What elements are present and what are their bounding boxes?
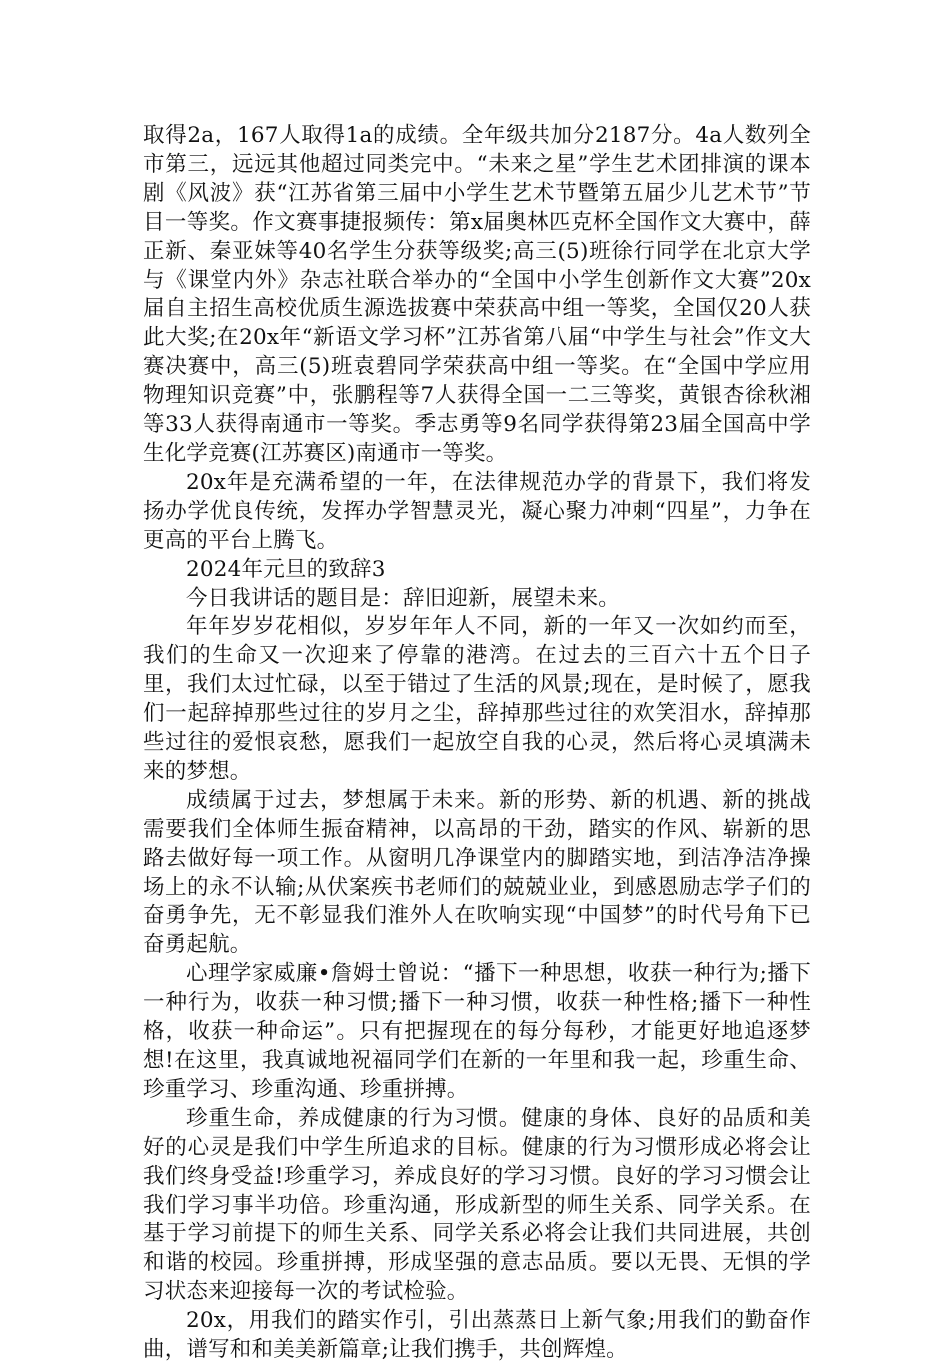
- paragraph-quote: 心理学家威廉•詹姆士曾说：“播下一种思想，收获一种行为;播下一种行为，收获一种习惯;播下一种习惯，收获一种性格;播下一种性格，收获一种命运”。只有把握现在的每分每秒，才能更好地追逐梦想!在这里，我真诚地祝福同学们在新的一年里和我一起，珍重生命、珍重学习、珍重沟通、珍重拼搏。: [143, 961, 811, 1102]
- paragraph-cherish: 珍重生命，养成健康的行为习惯。健康的身体、良好的品质和美好的心灵是我们中学生所追求的目标。健康的行为习惯形成必将会让我们终身受益!珍重学习，养成良好的学习习惯。良好的学习习惯会让我们学习事半功倍。珍重沟通，形成新型的师生关系、同学关系。在基于学习前提下的师生关系、同学关系必将会让我们共同进展，共创和谐的校园。珍重拼搏，形成坚强的意志品质。要以无畏、无惧的学习状态来迎接每一次的考试检验。: [143, 1105, 811, 1305]
- paragraph-outlook: 20x年是充满希望的一年，在法律规范办学的背景下，我们将发扬办学优良传统，发挥办学智慧灵光，凝心聚力冲刺“四星”，力争在更高的平台上腾飞。: [143, 469, 811, 553]
- document-body: [143, 122, 811, 1365]
- section-heading: 2024年元旦的致辞3: [186, 556, 386, 582]
- paragraph-closing: 20x，用我们的踏实作引，引出蒸蒸日上新气象;用我们的勤奋作曲，谱写和和美美新篇章;让我们携手，共创辉煌。: [143, 1308, 811, 1363]
- paragraph-speech-topic: 今日我讲话的题目是：辞旧迎新，展望未来。: [186, 585, 621, 611]
- paragraph-achievements: 取得2a，167人取得1a的成绩。全年级共加分2187分。4a人数列全市第三，远远其他超过同类完中。“未来之星”学生艺术团排演的课本剧《风波》获“江苏省第三届中小学生艺术节暨第五届少儿艺术节”节目一等奖。作文赛事捷报频传：第x届奥林匹克杯全国作文大赛中，薛正新、秦亚妹等40名学生分获等级奖;高三(5)班徐行同学在北京大学与《课堂内外》杂志社联合举办的“全国中小学生创新作文大赛”20x届自主招生高校优质生源选拔赛中荣获高中组一等奖，全国仅20人获此大奖;在20x年“新语文学习杯”江苏省第八届“中学生与社会”作文大赛决赛中，高三(5)班袁碧同学荣获高中组一等奖。在“全国中学应用物理知识竞赛”中，张鹏程等7人获得全国一二三等奖，黄银杏徐秋湘等33人获得南通市一等奖。季志勇等9名同学获得第23届全国高中学生化学竞赛(江苏赛区)南通市一等奖。: [143, 123, 811, 466]
- paragraph-new-year: 年年岁岁花相似，岁岁年年人不同，新的一年又一次如约而至，我们的生命又一次迎来了停靠的港湾。在过去的三百六十五个日子里，我们太过忙碌，以至于错过了生活的风景;现在，是时候了，愿我们一起辞掉那些过往的岁月之尘，辞掉那些过往的欢笑泪水，辞掉那些过往的爱恨哀愁，愿我们一起放空自我的心灵，然后将心灵填满未来的梦想。: [143, 614, 811, 784]
- paragraph-dreams: 成绩属于过去，梦想属于未来。新的形势、新的机遇、新的挑战需要我们全体师生振奋精神，以高昂的干劲，踏实的作风、崭新的思路去做好每一项工作。从窗明几净课堂内的脚踏实地，到洁净洁净操场上的永不认输;从伏案疾书老师们的兢兢业业，到感恩励志学子们的奋勇争先，无不彰显我们淮外人在吹响实现“中国梦”的时代号角下已奋勇起航。: [143, 787, 811, 958]
